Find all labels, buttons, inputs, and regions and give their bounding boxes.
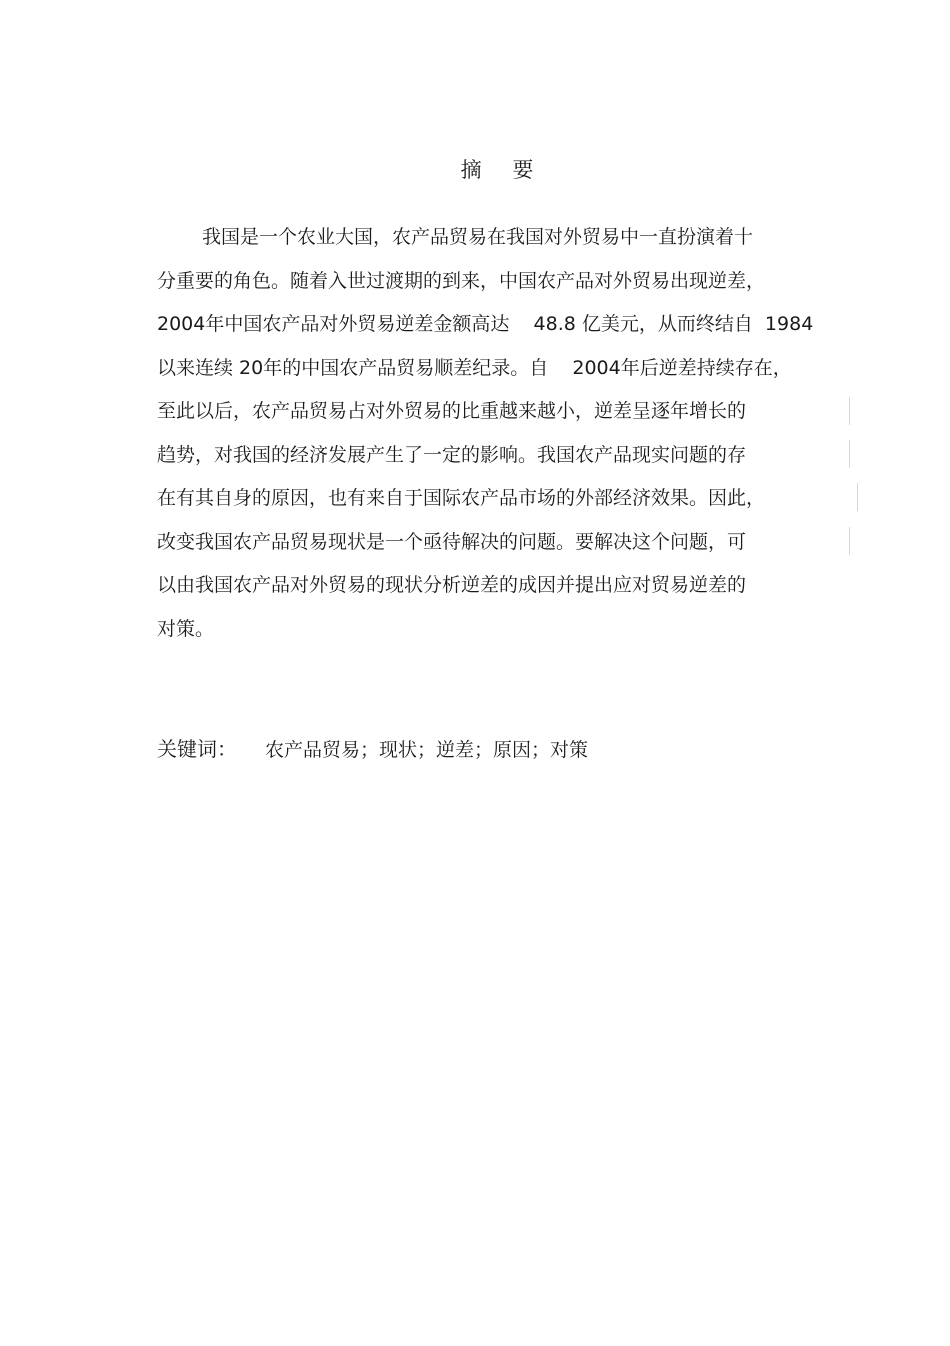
- keywords-row: [157, 734, 588, 765]
- abstract-body: [157, 222, 877, 657]
- margin-mark: [849, 397, 850, 425]
- keywords-label: 关键词：: [157, 737, 237, 761]
- abstract-line: 2004年中国农产品对外贸易逆差金额高达 48.8 亿美元，从而终结自 1984: [157, 313, 814, 335]
- margin-mark: [849, 440, 850, 468]
- keywords-value: 农产品贸易；现状；逆差；原因；对策: [265, 739, 589, 761]
- margin-mark: [849, 527, 850, 555]
- abstract-line: 至此以后，农产品贸易占对外贸易的比重越来越小，逆差呈逐年增长的: [157, 400, 747, 422]
- abstract-title: 摘 要: [460, 158, 546, 182]
- abstract-line: 分重要的角色。随着入世过渡期的到来，中国农产品对外贸易出现逆差，: [157, 269, 766, 292]
- abstract-line: 对策。: [157, 617, 215, 640]
- abstract-line: 以来连续 20年的中国农产品贸易顺差纪录。自 2004年后逆差持续存在，: [157, 356, 792, 379]
- margin-mark: [857, 483, 858, 511]
- abstract-line: 改变我国农产品贸易现状是一个亟待解决的问题。要解决这个问题，可: [157, 530, 747, 553]
- abstract-line: 以由我国农产品对外贸易的现状分析逆差的成因并提出应对贸易逆差的: [157, 574, 747, 596]
- abstract-line: 趋势，对我国的经济发展产生了一定的影响。我国农产品现实问题的存: [157, 443, 747, 466]
- abstract-line: 在有其自身的原因，也有来自于国际农产品市场的外部经济效果。因此，: [157, 487, 766, 509]
- abstract-line: 我国是一个农业大国，农产品贸易在我国对外贸易中一直扮演着十: [202, 226, 754, 248]
